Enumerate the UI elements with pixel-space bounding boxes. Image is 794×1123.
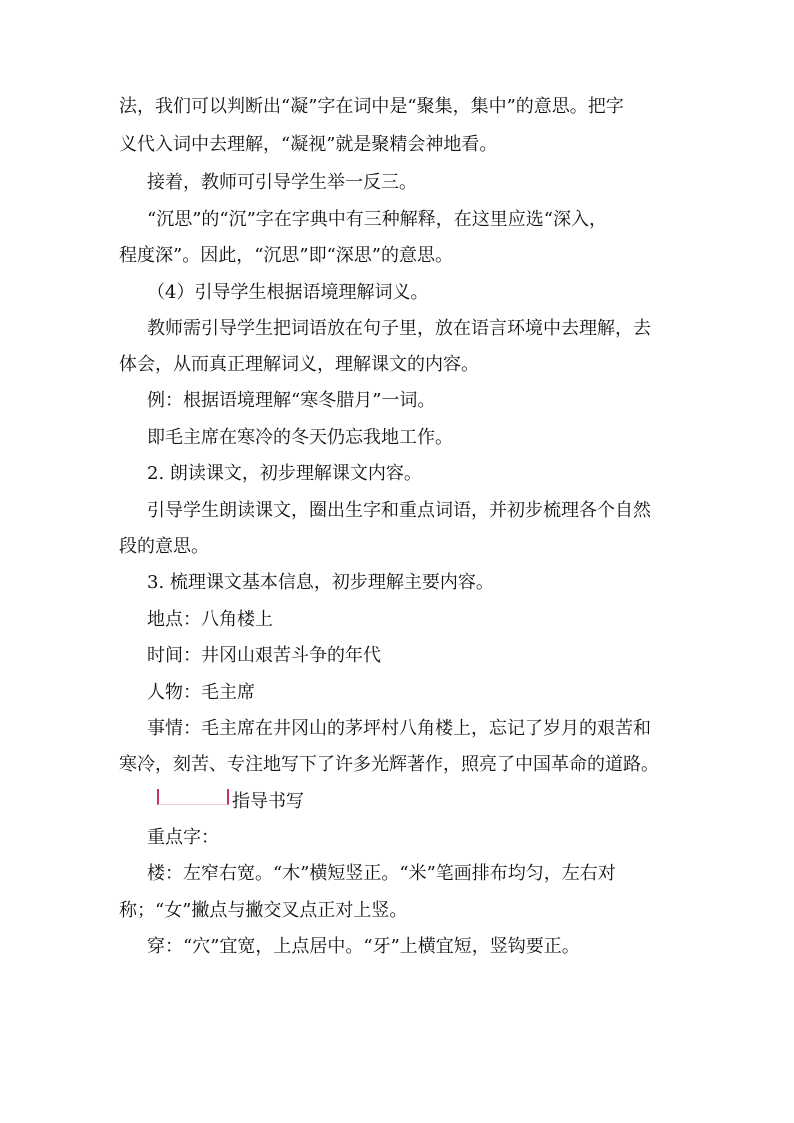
paragraph-line: 接着，教师可引导学生举一反三。	[147, 172, 417, 193]
paragraph-line: 程度深”。因此，“沉思”即“深思”的意思。	[119, 245, 454, 266]
paragraph-line: 即毛主席在寒冷的冬天仍忘我地工作。	[147, 427, 453, 448]
info-line-place: 地点：八角楼上	[147, 609, 273, 630]
paragraph-line: 穿：“穴”宜宽，上点居中。“牙”上横宜短，竖钩要正。	[147, 936, 580, 957]
paragraph-line: 段的意思。	[119, 536, 209, 557]
paragraph-line: 称；“女”撇点与撇交叉点正对上竖。	[119, 900, 408, 921]
info-line-time: 时间：井冈山艰苦斗争的年代	[147, 645, 381, 666]
paragraph-line: 法，我们可以判断出“凝”字在词中是“聚集，集中”的意思。把字	[119, 96, 624, 117]
paragraph-line: “沉思”的“沉”字在字典中有三种解释，在这里应选“深入，	[147, 209, 608, 230]
paragraph-line: 楼：左窄右宽。“木”横短竖正。“米”笔画排布均匀，左右对	[147, 863, 616, 884]
paragraph-line: 体会，从而真正理解词义，理解课文的内容。	[119, 354, 479, 375]
section-title: 指导书写	[232, 791, 304, 812]
info-line-person: 人物：毛主席	[147, 682, 255, 703]
paragraph-line: 义代入词中去理解，“凝视”就是聚精会神地看。	[119, 134, 498, 155]
subheading-line: 3. 梳理课文基本信息，初步理解主要内容。	[147, 572, 494, 593]
subheading-line: 2. 朗读课文，初步理解课文内容。	[147, 463, 422, 484]
section-marker	[157, 789, 229, 805]
paragraph-line: 例：根据语境理解“寒冬腊月”一词。	[147, 390, 436, 411]
paragraph-line: 重点字：	[147, 827, 219, 848]
subheading-line: （4）引导学生根据语境理解词义。	[147, 282, 429, 303]
paragraph-line: 寒冷，刻苦、专注地写下了许多光辉著作，照亮了中国革命的道路。	[119, 754, 659, 775]
info-line-event: 事情：毛主席在井冈山的茅坪村八角楼上，忘记了岁月的艰苦和	[147, 718, 651, 739]
paragraph-line: 教师需引导学生把词语放在句子里，放在语言环境中去理解，去	[147, 318, 651, 339]
paragraph-line: 引导学生朗读课文，圈出生字和重点词语，并初步梳理各个自然	[147, 500, 651, 521]
